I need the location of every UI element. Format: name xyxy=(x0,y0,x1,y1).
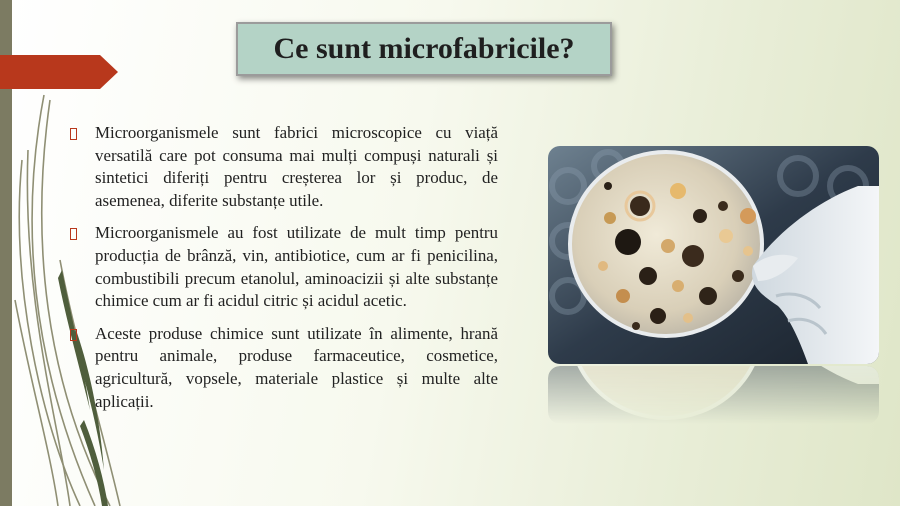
square-bullet-icon xyxy=(70,228,77,240)
bullet-item xyxy=(70,323,498,413)
bullet-text: Microorganismele sunt fabrici microscopice cu viață versatilă care pot consuma mai mulți compuși naturali și sintetici diferiți pentru creșterea lor și produc, de asemenea, diferite substanțe utile. xyxy=(95,123,498,210)
square-bullet-icon xyxy=(70,128,77,140)
bullet-item xyxy=(70,222,498,312)
petri-dish-photo-reflection xyxy=(548,366,879,424)
square-bullet-icon xyxy=(70,329,77,341)
bullet-text: Microorganismele au fost utilizate de mult timp pentru producția de brânză, vin, antibiotice, cum ar fi penicilina, combustibili precum etanolul, aminoacizii și alte substanțe chimice cum ar fi acidul citric și acidul acetic. xyxy=(95,223,498,311)
petri-dish-photo xyxy=(548,146,879,364)
red-arrow-accent xyxy=(0,55,118,89)
bullet-list xyxy=(70,122,498,423)
slide-title: Ce sunt microfabricile? xyxy=(236,22,612,76)
bullet-item xyxy=(70,122,498,212)
bullet-text: Aceste produse chimice sunt utilizate în alimente, hrană pentru animale, produse farmaceutice, cosmetice, agricultură, vopsele, materiale plastice și multe alte aplicații. xyxy=(95,323,498,411)
